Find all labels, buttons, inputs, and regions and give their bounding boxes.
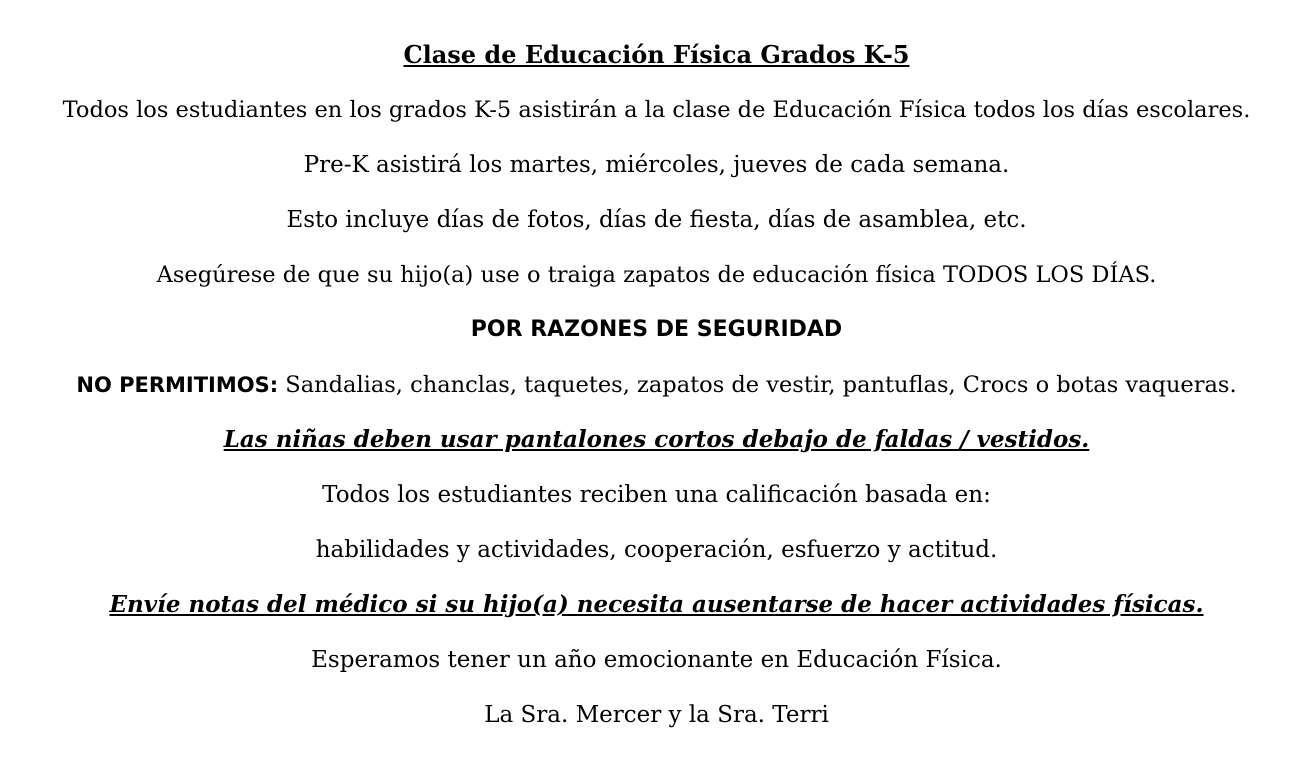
doctor-notes-note: Envíe notas del médico si su hijo(a) necesita ausentarse de hacer actividades físicas. [109, 591, 1204, 618]
signature-line: La Sra. Mercer y la Sra. Terri [484, 702, 829, 728]
prek-schedule: Pre-K asistirá los martes, miércoles, jueves de cada semana. [303, 152, 1010, 178]
not-permitted-label: NO PERMITIMOS: [76, 373, 279, 397]
not-permitted-list: Sandalias, chanclas, taquetes, zapatos de vestir, pantuflas, Crocs o botas vaqueras. [278, 372, 1237, 398]
grading-intro: Todos los estudiantes reciben una calificación basada en: [322, 482, 991, 508]
document-title: Clase de Educación Física Grados K-5 [403, 40, 910, 69]
attendance-statement: Todos los estudiantes en los grados K-5 asistirán a la clase de Educación Física todos los días escolares. [62, 97, 1251, 123]
safety-heading: POR RAZONES DE SEGURIDAD [470, 317, 843, 342]
shoes-reminder: Asegúrese de que su hijo(a) use o traiga zapatos de educación física TODOS LOS DÍAS. [156, 262, 1157, 288]
closing-statement: Esperamos tener un año emocionante en Educación Física. [311, 647, 1002, 673]
grading-criteria: habilidades y actividades, cooperación, esfuerzo y actitud. [315, 537, 998, 563]
includes-days-note: Esto incluye días de fotos, días de fiesta, días de asamblea, etc. [286, 207, 1027, 233]
not-permitted-line [0, 370, 1313, 400]
girls-shorts-note: Las niñas deben usar pantalones cortos debajo de faldas / vestidos. [223, 426, 1090, 453]
